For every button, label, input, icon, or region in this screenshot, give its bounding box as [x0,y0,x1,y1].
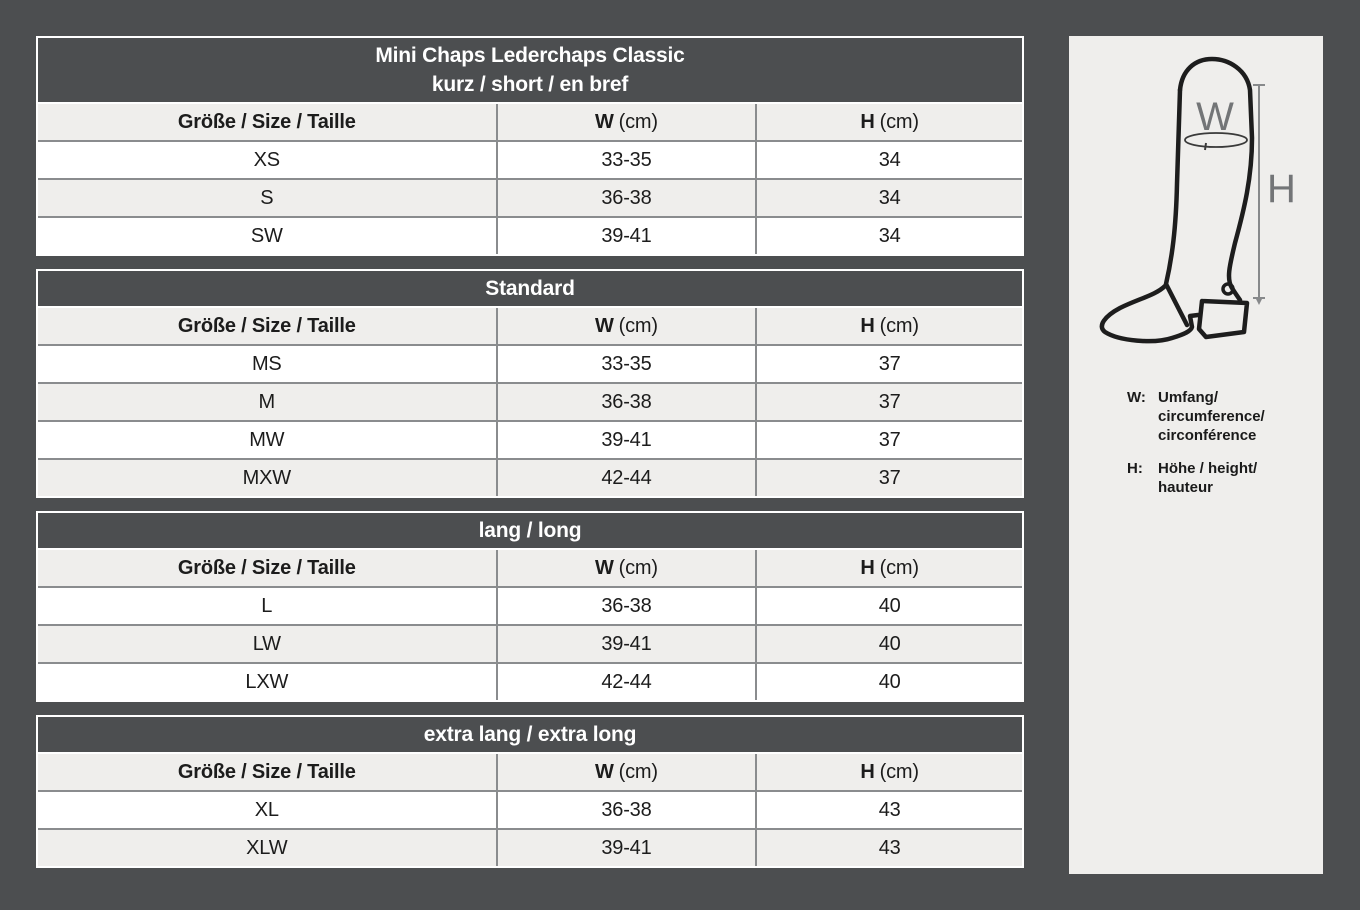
size-table-lang [36,511,1024,702]
column-header [755,308,1022,344]
width-tick [1205,143,1206,150]
table-row [38,624,1022,662]
legend-key-h: H: [1127,460,1143,477]
column-header-row [38,308,1022,344]
column-header [755,754,1022,790]
width-cell: 36-38 [496,180,756,216]
table-row [38,828,1022,866]
legend-text-w [1158,388,1265,445]
size-table-extra-lang [36,715,1024,868]
table-row [38,586,1022,624]
column-header [496,104,756,140]
column-header [38,308,496,344]
table-row [38,344,1022,382]
height-cell: 37 [755,346,1022,382]
table-row [38,216,1022,254]
column-header [38,550,496,586]
table-row [38,790,1022,828]
column-header [38,754,496,790]
column-header-label: Größe / Size / Taille [177,760,356,783]
table-title [38,513,1022,550]
size-cell: XL [254,798,279,821]
column-header-unit: (cm) [879,556,919,579]
boot-outline-left [1166,90,1187,325]
boot-diagram [1069,36,1323,366]
size-cell: L [261,594,273,617]
table-title [38,271,1022,308]
legend-line: Höhe / height/ [1158,460,1258,477]
table-title [38,38,1022,104]
height-cell: 37 [755,422,1022,458]
width-cell: 36-38 [496,384,756,420]
legend-text-h [1158,459,1257,497]
size-table-kurz [36,36,1024,256]
column-header-label: H [860,556,875,579]
width-cell: 42-44 [496,664,756,700]
size-cell: LW [252,632,281,655]
column-header-label: H [860,760,875,783]
column-header-unit: (cm) [879,760,919,783]
height-cell: 43 [755,830,1022,866]
height-measure-arrow [1255,297,1263,305]
height-cell: 40 [755,664,1022,700]
column-header-label: H [860,314,875,337]
column-header-label: Größe / Size / Taille [177,110,356,133]
table-row [38,178,1022,216]
column-header-label: W [594,110,614,133]
size-cell: M [258,390,275,413]
width-cell: 39-41 [496,626,756,662]
legend-item-h [1127,459,1323,497]
table-title-line: extra lang / extra long [423,723,637,746]
width-cell: 36-38 [496,588,756,624]
column-header-label: Größe / Size / Taille [177,314,356,337]
column-header [755,550,1022,586]
size-cell: MW [249,428,285,451]
diagram-h-label: H [1267,167,1296,211]
legend-key-w: W: [1127,389,1146,406]
column-header-label: W [594,314,614,337]
width-cell: 39-41 [496,218,756,254]
size-cell: XS [253,148,280,171]
column-header-row [38,104,1022,140]
column-header-unit: (cm) [618,556,658,579]
table-title-line: kurz / short / en bref [431,73,629,96]
legend-line: circonférence [1158,427,1257,444]
width-cell: 33-35 [496,142,756,178]
size-cell: MXW [242,466,291,489]
table-title-line: Mini Chaps Lederchaps Classic [375,44,685,67]
column-header-unit: (cm) [618,110,658,133]
height-cell: 34 [755,180,1022,216]
height-cell: 37 [755,460,1022,496]
column-header-unit: (cm) [879,110,919,133]
column-header [496,308,756,344]
column-header-unit: (cm) [618,314,658,337]
column-header [496,550,756,586]
column-header [38,104,496,140]
column-header-label: W [594,760,614,783]
column-header-label: H [860,110,875,133]
height-cell: 37 [755,384,1022,420]
width-cell: 36-38 [496,792,756,828]
height-cell: 40 [755,588,1022,624]
height-cell: 34 [755,218,1022,254]
size-cell: MS [251,352,282,375]
table-row [38,140,1022,178]
legend-item-w [1127,388,1323,445]
size-table-standard [36,269,1024,498]
column-header-unit: (cm) [618,760,658,783]
table-row [38,458,1022,496]
diagram-w-label: W [1196,95,1234,139]
size-cell: LXW [245,670,289,693]
size-cell: SW [250,224,283,247]
legend-line: Umfang/ [1158,389,1218,406]
width-cell: 39-41 [496,422,756,458]
size-tables [36,36,1024,881]
width-cell: 33-35 [496,346,756,382]
table-row [38,420,1022,458]
table-row [38,662,1022,700]
table-title-line: Standard [485,277,575,300]
column-header [755,104,1022,140]
column-header-row [38,754,1022,790]
column-header-unit: (cm) [879,314,919,337]
table-row [38,382,1022,420]
legend-line: circumference/ [1158,408,1265,425]
measurement-panel [1069,36,1323,874]
boot-cuff [1199,301,1247,337]
size-cell: S [260,186,274,209]
column-header-label: Größe / Size / Taille [177,556,356,579]
column-header-label: W [594,556,614,579]
table-title [38,717,1022,754]
size-cell: XLW [246,836,288,859]
column-header [496,754,756,790]
height-cell: 34 [755,142,1022,178]
table-title-line: lang / long [478,519,582,542]
height-cell: 40 [755,626,1022,662]
column-header-row [38,550,1022,586]
width-cell: 39-41 [496,830,756,866]
boot-stud [1223,284,1233,294]
height-cell: 43 [755,792,1022,828]
width-cell: 42-44 [496,460,756,496]
measurement-legend [1127,388,1323,497]
legend-line: hauteur [1158,479,1214,496]
